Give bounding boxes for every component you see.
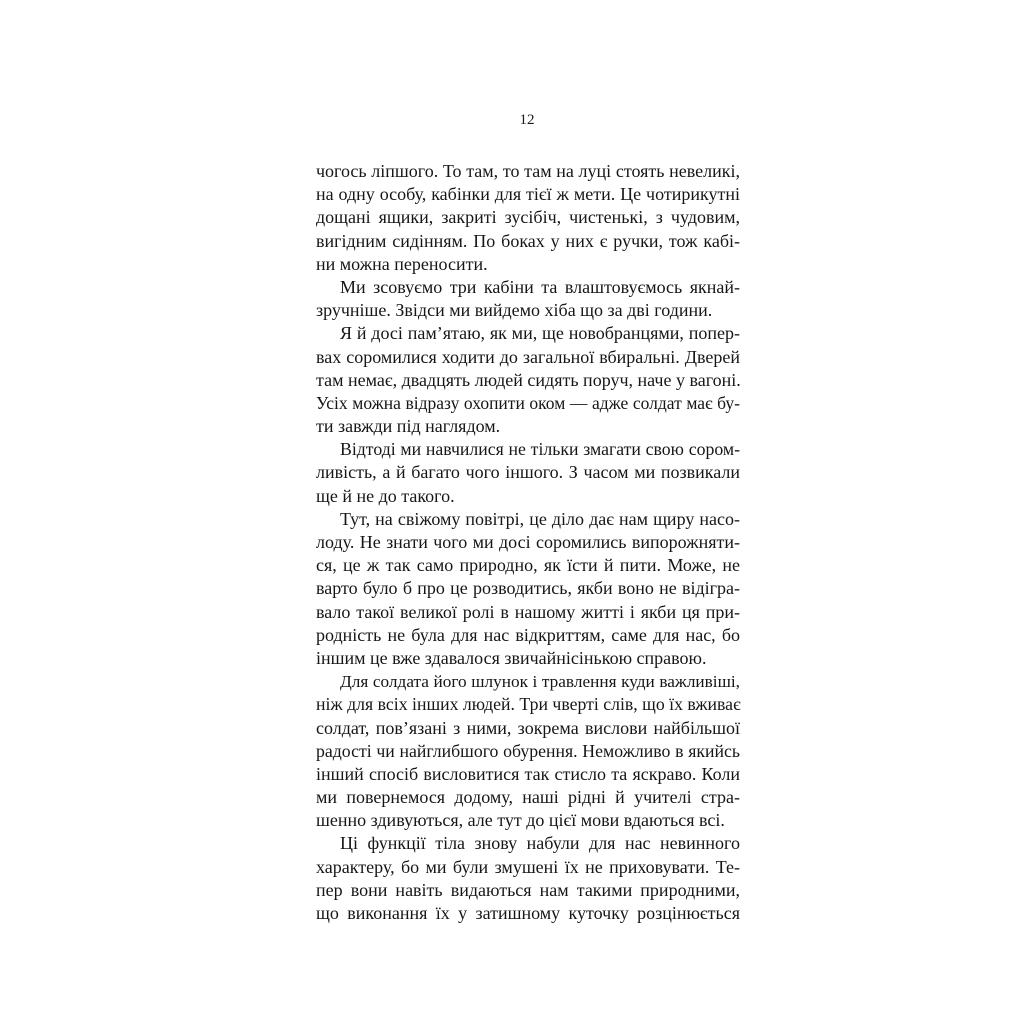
text-line: варто було б про це розводитись, якби воно не відігра- — [316, 578, 740, 599]
text-line: Я й досі пам’ятаю, як ми, ще новобранцями, попер- — [340, 323, 740, 344]
text-line: вигідним сидінням. По боках у них є ручки, тож кабі- — [316, 230, 740, 251]
page-number: 12 — [519, 112, 535, 128]
text-line: зручніше. Звідси ми вийдемо хіба що за дві години. — [316, 300, 713, 321]
text-line: на одну особу, кабінки для тієї ж мети. Це чотирикутні — [316, 184, 740, 205]
text-line: чогось ліпшого. То там, то там на луці стоять невеликі, — [316, 161, 740, 181]
text-line: іншим це вже здавалося звичайнісінькою справою. — [316, 647, 707, 668]
text-line: лоду. Не знати чого ми досі соромились випорожняти- — [316, 532, 740, 552]
text-line: характеру, бо ми були змушені їх не приховувати. Те- — [316, 856, 740, 877]
text-line: Усіх можна відразу охопити оком — адже солдат має бу- — [316, 392, 740, 413]
body-text — [316, 160, 740, 925]
text-line: Ми зсовуємо три кабіни та влаштовуємось якнай- — [340, 276, 740, 297]
text-line: пер вони навіть видаються нам такими природними, — [316, 879, 740, 900]
text-line: ще й не до такого. — [316, 485, 455, 506]
text-line: радості чи найглибшого обурення. Неможливо в якийсь — [316, 740, 740, 761]
text-line: вах соромилися ходити до загальної вбиральні. Дверей — [316, 346, 740, 367]
text-line: ся, це ж так само природно, як їсти й пити. Може, не — [316, 555, 740, 576]
text-line: дощані ящики, закриті зусібіч, чистенькі, з чудовим, — [316, 207, 740, 228]
text-line: інший спосіб висловитися так стисло та яскраво. Коли — [316, 763, 740, 784]
text-line: ти завжди під наглядом. — [316, 416, 501, 437]
text-line: ми повернемося додому, наші рідні й учителі стра- — [316, 787, 740, 808]
text-line: ливість, а й багато чого іншого. З часом ми позвикали — [316, 462, 740, 483]
text-line: родність не була для нас відкриттям, саме для нас, бо — [316, 624, 740, 645]
text-line: Для солдата його шлунок і травлення куди важливіші, — [340, 672, 740, 692]
text-line: ніж для всіх інших людей. Три чверті слів, що їх вживає — [316, 694, 741, 715]
text-line: Ці функції тіла знову набули для нас невинного — [340, 833, 740, 854]
text-line: солдат, пов’язані з ними, зокрема вислови найбільшої — [316, 717, 740, 738]
text-line: ни можна переносити. — [316, 253, 488, 274]
text-line: Відтоді ми навчилися не тільки змагати свою сором- — [340, 439, 740, 460]
text-line: там немає, двадцять людей сидять поруч, наче у вагоні. — [316, 369, 741, 390]
text-line: вало такої великої ролі в нашому житті і якби ця при- — [316, 601, 740, 622]
text-line: шенно здивуються, але тут до цієї мови вдаються всі. — [316, 810, 725, 831]
text-line: що виконання їх у затишному куточку розцінюється — [316, 903, 740, 923]
text-line: Тут, на свіжому повітрі, це діло дає нам щиру насо- — [340, 508, 740, 529]
